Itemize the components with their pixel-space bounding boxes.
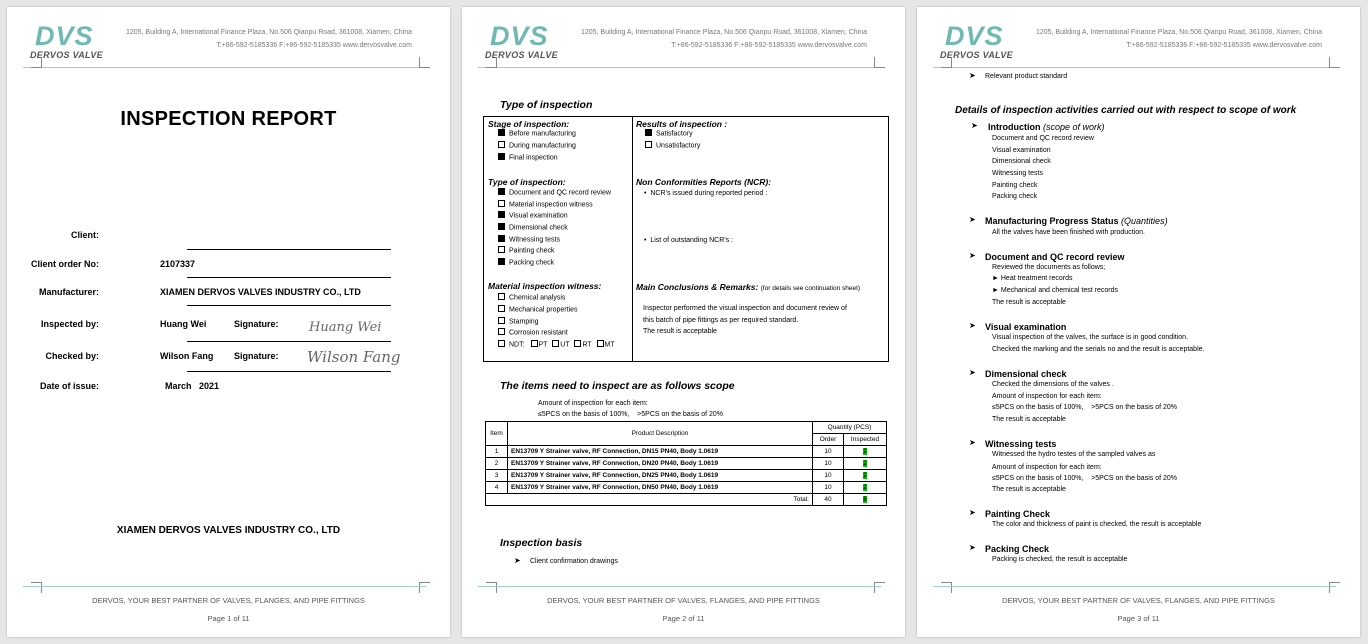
cell-item: 3 [486, 470, 508, 482]
ncr-issued: • NCR’s issued during reported period : [644, 190, 768, 197]
field-underline [187, 277, 391, 278]
stage-item: Before manufacturing [498, 130, 576, 137]
client-label: Client: [71, 230, 99, 240]
header-contact: T:+86-592-5185336 F:+86-592-5185335 www.dervosvalve.com [1126, 42, 1322, 49]
header-contact: T:+86-592-5185336 F:+86-592-5185335 www.dervosvalve.com [671, 42, 867, 49]
cell-order: 10 [813, 458, 844, 470]
checkbox-checked[interactable] [498, 129, 505, 136]
section-heading: Introduction (scope of work) [988, 122, 1105, 132]
crop-mark [486, 582, 497, 593]
section-line: Witnessing tests [992, 170, 1043, 177]
column-header: Item [486, 422, 508, 446]
checkbox-unchecked[interactable] [574, 340, 581, 347]
section-line: Visual inspection of the valves, the surface is in good condition. [992, 334, 1188, 341]
date-label: Date of issue: [39, 381, 99, 391]
crop-mark [941, 582, 952, 593]
type-item: Witnessing tests [498, 236, 560, 243]
results-heading: Results of inspection : [636, 119, 728, 129]
section-heading: Document and QC record review [985, 252, 1125, 262]
checkbox-unchecked[interactable] [498, 340, 505, 347]
result-item: Satisfactory [645, 130, 693, 137]
field-underline [187, 341, 391, 342]
manufacturer-label: Manufacturer: [38, 287, 99, 297]
checkbox-unchecked[interactable] [498, 141, 505, 148]
crop-mark [419, 57, 430, 68]
stage-heading: Stage of inspection: [488, 119, 570, 129]
section-heading: Dimensional check [985, 369, 1067, 379]
section-line: Dimensional check [992, 158, 1051, 165]
arrow-bullet-icon: ➤ [969, 508, 976, 517]
basis-item: Client confirmation drawings [530, 558, 618, 565]
conclusion-line: this batch of pipe fittings as per required standard. [643, 317, 799, 324]
company-name: XIAMEN DERVOS VALVES INDUSTRY CO., LTD [116, 525, 341, 536]
crop-mark [941, 57, 952, 68]
crop-mark [419, 582, 430, 593]
checkbox-checked[interactable] [498, 235, 505, 242]
section-line: ≤5PCS on the basis of 100%, >5PCS on the basis of 20% [992, 404, 1177, 411]
manufacturer-value: XIAMEN DERVOS VALVES INDUSTRY CO., LTD [160, 287, 361, 297]
table-row [486, 458, 887, 470]
crop-mark [31, 57, 42, 68]
conclusion-heading: Main Conclusions & Remarks: (for details see continuation sheet) [636, 282, 861, 292]
section-line: Packing check [992, 193, 1038, 200]
section-line: Amount of inspection for each item: [992, 464, 1102, 471]
header-address: 1205, Building A, International Finance Plaza, No.506 Qianpu Road, 361008, Xiamen, China [580, 29, 867, 36]
logo-text: DERVOS VALVE [940, 50, 1013, 60]
cell-item: 2 [486, 458, 508, 470]
logo-mark: DVS [945, 21, 1004, 51]
section-title: Inspection basis [500, 537, 583, 549]
arrow-bullet-icon: ➤ [969, 438, 976, 447]
material-item: Mechanical properties [498, 306, 577, 313]
header-address: 1205, Building A, International Finance Plaza, No.506 Qianpu Road, 361008, Xiamen, China [1035, 29, 1322, 36]
checkbox-unchecked[interactable] [498, 328, 505, 335]
cell-inspected: 2 [863, 460, 867, 467]
arrow-bullet-icon: ➤ [514, 556, 521, 565]
section-line: Checked the marking and the serials no and the result is acceptable. [992, 346, 1205, 353]
section-line: The result is acceptable [992, 486, 1066, 493]
logo-mark: DVS [35, 21, 94, 51]
basis-line: ≤5PCS on the basis of 100%, >5PCS on the basis of 20% [538, 411, 723, 418]
page-number: Page 2 of 11 [662, 614, 705, 623]
type-item: Dimensional check [498, 224, 568, 231]
section-heading: Manufacturing Progress Status (Quantities) [985, 216, 1168, 226]
document-page-2 [462, 7, 905, 637]
footer-tagline: DERVOS, YOUR BEST PARTNER OF VALVES, FLANGES, AND PIPE FITTINGS [92, 596, 365, 605]
cell-desc: EN13709 Y Strainer valve, RF Connection, DN50 PN40, Body 1.0619 [508, 482, 813, 494]
type-item: Material inspection witness [498, 201, 593, 208]
type-item: Packing check [498, 259, 554, 266]
checkbox-checked[interactable] [645, 129, 652, 136]
inspection-type-box [483, 116, 889, 362]
inspected-label: Inspected by: [40, 319, 99, 329]
report-title: INSPECTION REPORT [120, 108, 337, 130]
total-order: 40 [813, 494, 844, 506]
material-item: Stamping [498, 318, 539, 325]
section-heading: Witnessing tests [985, 439, 1057, 449]
crop-mark [486, 57, 497, 68]
footer-tagline: DERVOS, YOUR BEST PARTNER OF VALVES, FLANGES, AND PIPE FITTINGS [1002, 596, 1275, 605]
checked-label: Checked by: [45, 351, 99, 361]
result-item: Unsatisfactory [645, 142, 700, 149]
section-line: Checked the dimensions of the valves . [992, 381, 1114, 388]
section-line: Painting check [992, 182, 1038, 189]
footer-divider [933, 586, 1336, 587]
material-item: Chemical analysis [498, 294, 565, 301]
signature-label: Signature: [234, 351, 279, 361]
logo-mark: DVS [490, 21, 549, 51]
cell-order: 10 [813, 470, 844, 482]
box-divider [632, 117, 633, 361]
type-item: Painting check [498, 247, 555, 254]
stage-item: Final inspection [498, 154, 558, 161]
table-row [486, 482, 887, 494]
footer-divider [478, 586, 881, 587]
header-divider [478, 67, 881, 68]
total-inspected: 8 [863, 496, 867, 503]
field-underline [187, 371, 391, 372]
arrow-bullet-icon: ➤ [969, 543, 976, 552]
checker-signature: Wilson Fang [307, 348, 401, 366]
section-heading: Packing Check [985, 544, 1050, 554]
section-line: All the valves have been finished with production. [992, 229, 1145, 236]
section-heading: Visual examination [985, 322, 1067, 332]
checkbox-checked[interactable] [498, 223, 505, 230]
checkbox-checked[interactable] [498, 258, 505, 265]
table-row [486, 470, 887, 482]
section-line: The result is acceptable [992, 416, 1066, 423]
arrow-bullet-icon: ➤ [969, 251, 976, 260]
footer-tagline: DERVOS, YOUR BEST PARTNER OF VALVES, FLANGES, AND PIPE FITTINGS [547, 596, 820, 605]
ncr-heading: Non Conformities Reports (NCR): [636, 177, 772, 187]
crop-mark [31, 582, 42, 593]
logo-text: DERVOS VALVE [485, 50, 558, 60]
section-line: Visual examination [992, 147, 1051, 154]
section-line: ≤5PCS on the basis of 100%, >5PCS on the basis of 20% [992, 475, 1177, 482]
column-header: Quantity (PCS) [813, 422, 887, 434]
items-table [485, 421, 887, 506]
type-heading: Type of inspection: [488, 177, 566, 187]
cell-desc: EN13709 Y Strainer valve, RF Connection, DN25 PN40, Body 1.0619 [508, 470, 813, 482]
section-line: ► Heat treatment records [992, 275, 1073, 282]
section-line: The color and thickness of paint is checked, the result is acceptable [992, 521, 1202, 528]
arrow-bullet-icon: ➤ [969, 215, 976, 224]
date-value: March 2021 [165, 381, 220, 391]
crop-mark [1329, 582, 1340, 593]
ndt-row: NDT: PT UT RT MT [498, 341, 615, 348]
checkbox-unchecked[interactable] [498, 305, 505, 312]
order-value: 2107337 [160, 259, 196, 269]
conclusion-line: Inspector performed the visual inspection and document review of [643, 305, 847, 312]
checkbox-unchecked[interactable] [597, 340, 604, 347]
stage-item: During manufacturing [498, 142, 576, 149]
column-header: Order [813, 434, 844, 446]
crop-mark [874, 582, 885, 593]
order-label: Client order No: [30, 259, 99, 269]
ncr-outstanding: • List of outstanding NCR’s : [644, 237, 734, 244]
field-underline [187, 249, 391, 250]
section-heading: Painting Check [985, 509, 1051, 519]
crop-mark [1329, 57, 1340, 68]
total-label: Total: [486, 494, 813, 506]
type-item: Document and QC record review [498, 189, 611, 196]
section-line: Reviewed the documents as follows; [992, 264, 1106, 271]
header-divider [933, 67, 1336, 68]
section-line: The result is acceptable [992, 299, 1066, 306]
cell-item: 4 [486, 482, 508, 494]
cell-order: 10 [813, 446, 844, 458]
column-header: Inspected [844, 434, 887, 446]
cell-inspected: 2 [863, 448, 867, 455]
section-line: Amount of inspection for each item: [992, 393, 1102, 400]
material-heading: Material inspection witness: [488, 281, 602, 291]
table-row [486, 446, 887, 458]
checkbox-unchecked[interactable] [531, 340, 538, 347]
column-header: Product Description [508, 422, 813, 446]
signature-label: Signature: [234, 319, 279, 329]
material-item: Corrosion resistant [498, 329, 568, 336]
crop-mark [874, 57, 885, 68]
cell-desc: EN13709 Y Strainer valve, RF Connection, DN20 PN40, Body 1.0619 [508, 458, 813, 470]
document-page-3 [917, 7, 1360, 637]
total-row [486, 494, 887, 506]
inspected-value: Huang Wei [160, 319, 207, 329]
arrow-bullet-icon: ➤ [969, 71, 976, 80]
amount-line: Amount of inspection for each item: [538, 400, 648, 407]
section-title: The items need to inspect are as follows scope [500, 380, 735, 392]
checkbox-unchecked[interactable] [498, 246, 505, 253]
inspector-signature: Huang Wei [309, 320, 382, 335]
conclusion-line: The result is acceptable [643, 328, 717, 335]
arrow-bullet-icon: ➤ [971, 121, 978, 130]
checkbox-unchecked[interactable] [498, 317, 505, 324]
header-address: 1205, Building A, International Finance Plaza, No.506 Qianpu Road, 361008, Xiamen, China [125, 29, 412, 36]
document-page-1 [7, 7, 450, 637]
top-item: Relevant product standard [985, 73, 1068, 80]
section-line: Document and QC record review [992, 135, 1094, 142]
checkbox-unchecked[interactable] [552, 340, 559, 347]
checkbox-checked[interactable] [498, 153, 505, 160]
cell-desc: EN13709 Y Strainer valve, RF Connection, DN15 PN40, Body 1.0619 [508, 446, 813, 458]
arrow-bullet-icon: ➤ [969, 321, 976, 330]
cell-inspected: 2 [863, 484, 867, 491]
checkbox-checked[interactable] [498, 211, 505, 218]
cell-order: 10 [813, 482, 844, 494]
page-number: Page 1 of 11 [207, 614, 250, 623]
logo-text: DERVOS VALVE [30, 50, 103, 60]
checkbox-checked[interactable] [498, 188, 505, 195]
arrow-bullet-icon: ➤ [969, 368, 976, 377]
field-underline [187, 305, 391, 306]
details-title: Details of inspection activities carried out with respect to scope of work [955, 105, 1297, 116]
cell-inspected: 2 [863, 472, 867, 479]
header-contact: T:+86-592-5185336 F:+86-592-5185335 www.dervosvalve.com [216, 42, 412, 49]
section-line: Witnessed the hydro testes of the sampled valves as [992, 451, 1156, 458]
header-divider [23, 67, 426, 68]
section-line: ► Mechanical and chemical test records [992, 287, 1118, 294]
section-title: Type of inspection [500, 99, 593, 111]
cell-item: 1 [486, 446, 508, 458]
checked-value: Wilson Fang [160, 351, 214, 361]
checkbox-unchecked[interactable] [645, 141, 652, 148]
section-line: Packing is checked, the result is acceptable [992, 556, 1128, 563]
page-number: Page 3 of 11 [1117, 614, 1160, 623]
checkbox-unchecked[interactable] [498, 293, 505, 300]
type-item: Visual examination [498, 212, 568, 219]
footer-divider [23, 586, 426, 587]
checkbox-unchecked[interactable] [498, 200, 505, 207]
